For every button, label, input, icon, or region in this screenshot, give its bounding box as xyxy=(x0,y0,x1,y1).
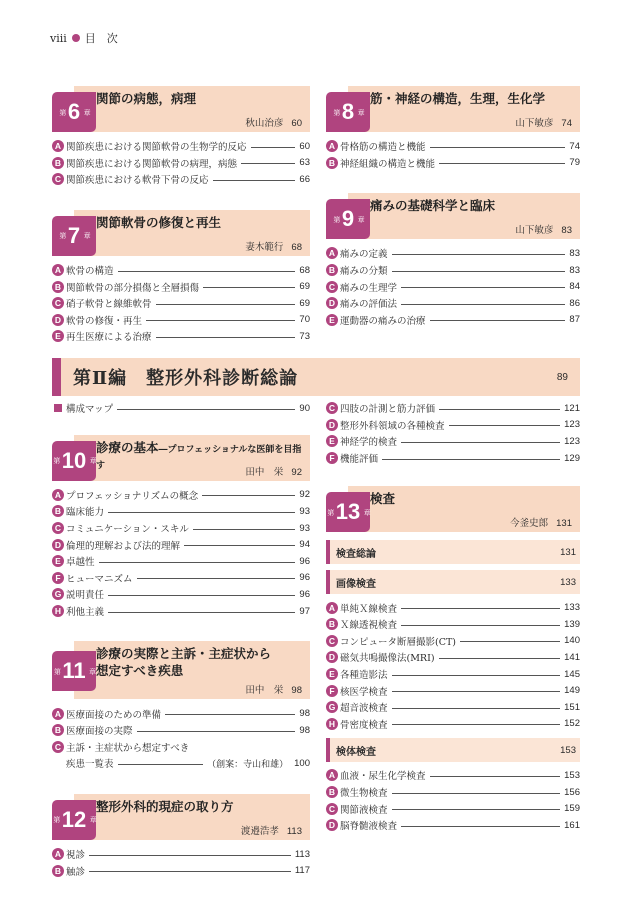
chapter-badge: 第 7 章 xyxy=(52,216,96,256)
chapter-badge: 第 11 章 xyxy=(52,651,96,691)
dot-leader xyxy=(392,271,566,272)
entry-list xyxy=(52,138,310,188)
entry-text: 痛みの分類 xyxy=(340,266,388,278)
entry-page: 60 xyxy=(299,140,310,152)
chapter-badge: 第 10 章 xyxy=(52,441,96,481)
part-page: 89 xyxy=(556,371,568,383)
letter-badge: A xyxy=(52,848,64,860)
list-item[interactable] xyxy=(326,784,580,801)
entry-text: 超音波検査 xyxy=(340,703,388,715)
list-item[interactable] xyxy=(52,846,310,863)
list-item[interactable] xyxy=(326,633,580,650)
list-item[interactable] xyxy=(52,278,310,295)
entry-page: 93 xyxy=(299,505,310,517)
entry-page: 69 xyxy=(299,297,310,309)
letter-badge: G xyxy=(326,701,338,713)
dot-leader xyxy=(202,495,295,496)
entry-text: 臨床能力 xyxy=(66,507,105,519)
list-item[interactable] xyxy=(326,800,580,817)
chapter-title-line1: 診療の実際と主訴・主症状から xyxy=(96,646,272,662)
entry-page: 96 xyxy=(299,555,310,567)
dot-leader xyxy=(137,578,296,579)
list-item[interactable] xyxy=(326,433,580,450)
list-item[interactable] xyxy=(326,400,580,417)
entry-text: 説明責任 xyxy=(66,590,105,602)
chapter-7 xyxy=(52,210,310,345)
chapter-title-line2: 想定すべき疾患 xyxy=(96,662,184,678)
letter-badge: D xyxy=(52,314,64,326)
chapter-header[interactable] xyxy=(348,193,580,239)
dot-leader xyxy=(430,147,566,148)
letter-badge: D xyxy=(326,419,338,431)
entry-page: 63 xyxy=(299,157,310,169)
entry-text: 微生物検査 xyxy=(340,788,388,800)
dot-leader xyxy=(156,304,296,305)
chapter-header[interactable] xyxy=(348,86,580,132)
entry-text: 再生医療による治療 xyxy=(66,332,152,344)
list-item[interactable] xyxy=(52,138,310,155)
entry-text: 核医学検査 xyxy=(340,686,388,698)
chapter-title: 関節軟骨の修復と再生 xyxy=(96,214,222,230)
list-item[interactable] xyxy=(326,278,580,295)
part-stripe xyxy=(52,358,61,396)
chapter-badge: 第 12 章 xyxy=(52,800,96,840)
chapter-author: 山下敏彦 83 xyxy=(515,225,572,237)
letter-badge: E xyxy=(52,555,64,567)
list-item[interactable] xyxy=(326,417,580,434)
letter-badge: F xyxy=(52,572,64,584)
entry-page: 159 xyxy=(564,803,580,815)
entry-text: 痛みの生理学 xyxy=(340,282,398,294)
entry-text: 磁気共鳴撮像法(MRI) xyxy=(340,653,435,665)
entry-text: 関節液検査 xyxy=(340,804,388,816)
letter-badge: B xyxy=(326,786,338,798)
list-item[interactable] xyxy=(326,682,580,699)
entry-page: 83 xyxy=(569,247,580,259)
entry-page: 139 xyxy=(564,618,580,630)
list-item[interactable] xyxy=(326,649,580,666)
entry-page: 66 xyxy=(299,173,310,185)
chapter-header[interactable] xyxy=(74,210,310,256)
list-item[interactable] xyxy=(52,520,310,537)
entry-text: 痛みの定義 xyxy=(340,249,388,261)
list-item[interactable] xyxy=(52,503,310,520)
entry-page: 84 xyxy=(569,281,580,293)
section-header[interactable]: 検体検査 153 xyxy=(326,738,580,762)
chapter-author: 田中 栄 92 xyxy=(245,466,302,478)
list-item[interactable] xyxy=(326,599,580,616)
dot-leader xyxy=(203,287,295,288)
entry-page: 123 xyxy=(564,419,580,431)
list-item[interactable]: B 医療面接の実際 98 xyxy=(52,722,310,739)
dot-leader xyxy=(392,254,566,255)
entry-page: 129 xyxy=(564,452,580,464)
section-header[interactable]: 検査総論 131 xyxy=(326,540,580,564)
dot-leader xyxy=(439,409,560,410)
chapter-11 xyxy=(52,641,310,771)
dot-leader xyxy=(184,545,295,546)
bullet-icon xyxy=(72,34,80,42)
dot-leader xyxy=(118,271,296,272)
entry-page: 96 xyxy=(299,572,310,584)
dot-leader xyxy=(251,147,296,148)
list-item[interactable] xyxy=(326,155,580,172)
letter-badge: D xyxy=(326,819,338,831)
letter-badge: B xyxy=(52,281,64,293)
entry-page: 121 xyxy=(564,402,580,414)
list-item[interactable] xyxy=(52,312,310,329)
list-item[interactable] xyxy=(52,586,310,603)
right-column-top xyxy=(326,86,580,328)
header-title: 目 次 xyxy=(84,32,118,45)
entry-text: コミュニケーション・スキル xyxy=(66,524,189,536)
left-column-top xyxy=(52,86,310,345)
letter-badge: B xyxy=(326,157,338,169)
list-item[interactable] xyxy=(326,295,580,312)
entry-list xyxy=(326,767,580,833)
map-entry[interactable]: 構成マップ 90 xyxy=(52,400,310,417)
right-column-bottom xyxy=(326,400,580,834)
letter-badge: E xyxy=(326,314,338,326)
list-item[interactable] xyxy=(326,262,580,279)
entry-text: 運動器の痛みの治療 xyxy=(340,315,426,327)
letter-badge: A xyxy=(326,140,338,152)
entry-page: 156 xyxy=(564,786,580,798)
entry-text: コンピュータ断層撮影(CT) xyxy=(340,636,457,648)
dot-leader xyxy=(108,612,295,613)
chapter-8 xyxy=(326,86,580,171)
list-item[interactable] xyxy=(52,262,310,279)
entry-text: 四肢の計測と筋力評価 xyxy=(340,404,436,416)
entry-text: 軟骨の構造 xyxy=(66,266,114,278)
section-header[interactable]: 画像検査 133 xyxy=(326,570,580,594)
entry-page: 68 xyxy=(299,264,310,276)
letter-badge: C xyxy=(326,402,338,414)
list-item[interactable] xyxy=(52,536,310,553)
entry-page: 94 xyxy=(299,539,310,551)
chapter-header[interactable] xyxy=(74,794,310,840)
entry-page: 153 xyxy=(564,769,580,781)
list-item[interactable] xyxy=(326,138,580,155)
entry-text: 機能評価 xyxy=(340,454,379,466)
dot-leader xyxy=(401,287,565,288)
chapter-header[interactable] xyxy=(74,86,310,132)
chapter-title: 診療の基本―プロフェッショナルな医師を目指す xyxy=(96,439,302,472)
entry-page: 92 xyxy=(299,489,310,501)
chapter-header[interactable] xyxy=(74,435,310,481)
dot-leader xyxy=(430,320,566,321)
chapter-badge: 第 8 章 xyxy=(326,92,370,132)
chapter-title: 痛みの基礎科学と臨床 xyxy=(370,198,496,214)
letter-badge: A xyxy=(52,489,64,501)
entry-page: 97 xyxy=(299,605,310,617)
letter-badge: C xyxy=(52,173,64,185)
dot-leader xyxy=(392,793,561,794)
chapter-badge: 第 6 章 xyxy=(52,92,96,132)
entry-text: 神経学的検査 xyxy=(340,437,398,449)
entry-page: 87 xyxy=(569,314,580,326)
page-number: viii xyxy=(50,31,67,45)
square-bullet-icon xyxy=(54,404,62,412)
list-item[interactable] xyxy=(326,767,580,784)
entry-list xyxy=(326,138,580,171)
letter-badge: C xyxy=(326,803,338,815)
entry-text: 関節軟骨の部分損傷と全層損傷 xyxy=(66,282,200,294)
entry-text: 整形外科領域の各種検査 xyxy=(340,420,445,432)
list-item[interactable] xyxy=(52,862,310,879)
entry-text: 骨密度検査 xyxy=(340,719,388,731)
part-title: 第Ⅱ編 整形外科診断総論 xyxy=(73,368,299,389)
dot-leader xyxy=(392,675,561,676)
letter-badge: D xyxy=(52,539,64,551)
entry-text: 触診 xyxy=(66,866,86,878)
chapter-title: 筋・神経の構造，生理，生化学 xyxy=(370,91,546,106)
entry-text: 軟骨の修復・再生 xyxy=(66,315,143,327)
entry-text: 関節疾患における関節軟骨の生物学的反応 xyxy=(66,142,247,154)
entry-page: 79 xyxy=(569,157,580,169)
entry-page: 152 xyxy=(564,718,580,730)
list-item[interactable]: C 主訴・主症状から想定すべき xyxy=(52,739,310,756)
page-header xyxy=(50,30,118,46)
chapter-author: 田中 栄 98 xyxy=(245,685,302,697)
entry-page: 151 xyxy=(564,701,580,713)
entry-page: 145 xyxy=(564,668,580,680)
list-item[interactable] xyxy=(326,699,580,716)
chapter-10 xyxy=(52,435,310,620)
entry-text: プロフェッショナリズムの概念 xyxy=(66,490,199,502)
list-item[interactable] xyxy=(326,616,580,633)
letter-badge: D xyxy=(326,297,338,309)
letter-badge: B xyxy=(326,264,338,276)
dot-leader xyxy=(392,691,561,692)
entry-text: ヒューマニズム xyxy=(66,573,133,585)
dot-leader xyxy=(401,608,560,609)
entry-page: 83 xyxy=(569,264,580,276)
entry-text: 痛みの評価法 xyxy=(340,299,398,311)
list-item[interactable] xyxy=(52,487,310,504)
list-item[interactable] xyxy=(52,570,310,587)
letter-badge: C xyxy=(52,297,64,309)
list-item[interactable] xyxy=(52,328,310,345)
chapter-badge: 第 9 章 xyxy=(326,199,370,239)
entry-list xyxy=(52,846,310,879)
dot-leader xyxy=(241,163,295,164)
entry-text: Ｘ線透視検査 xyxy=(340,620,398,632)
dot-leader xyxy=(401,304,565,305)
entry-page: 133 xyxy=(564,602,580,614)
entry-text: 骨格筋の構造と機能 xyxy=(340,142,426,154)
entry-page: 140 xyxy=(564,635,580,647)
entry-text: 卓越性 xyxy=(66,557,95,569)
dot-leader xyxy=(382,459,560,460)
dot-leader xyxy=(146,320,295,321)
letter-badge: A xyxy=(52,264,64,276)
letter-badge: E xyxy=(326,435,338,447)
entry-text: 関節疾患における関節軟骨の病理，病態 xyxy=(66,158,238,170)
dot-leader xyxy=(401,625,560,626)
letter-badge: A xyxy=(326,769,338,781)
entry-page: 74 xyxy=(569,140,580,152)
dot-leader xyxy=(439,163,565,164)
letter-badge: A xyxy=(326,247,338,259)
list-item[interactable] xyxy=(326,716,580,733)
chapter-title: 整形外科的現症の取り方 xyxy=(96,798,234,814)
list-item-continued[interactable]: 疾患一覧表 （創案：寺山和雄） 100 xyxy=(66,757,310,771)
list-item[interactable] xyxy=(52,155,310,172)
letter-badge: H xyxy=(52,605,64,617)
chapter-title: 検査 xyxy=(370,491,396,507)
dot-leader xyxy=(99,562,296,563)
left-column-bottom xyxy=(52,400,310,879)
dot-leader xyxy=(401,826,560,827)
dot-leader xyxy=(193,529,296,530)
entry-text: 硝子軟骨と線維軟骨 xyxy=(66,299,152,311)
chapter-author: 山下敏彦 74 xyxy=(515,118,572,129)
chapter-author: 妻木範行 68 xyxy=(245,241,302,253)
entry-text: 視診 xyxy=(66,850,86,862)
dot-leader xyxy=(213,180,296,181)
entry-list xyxy=(326,599,580,732)
entry-page: 96 xyxy=(299,588,310,600)
chapter-header[interactable] xyxy=(74,641,310,699)
dot-leader xyxy=(89,871,291,872)
entry-text: 単純Ｘ線検査 xyxy=(340,603,398,615)
list-item[interactable] xyxy=(326,817,580,834)
list-item[interactable] xyxy=(52,553,310,570)
list-item[interactable] xyxy=(326,245,580,262)
letter-badge: C xyxy=(326,635,338,647)
entry-text: 利他主義 xyxy=(66,607,105,619)
chapter-12 xyxy=(52,794,310,879)
entry-text: 関節疾患における軟骨下骨の反応 xyxy=(66,175,209,187)
list-item[interactable] xyxy=(326,450,580,467)
letter-badge: B xyxy=(52,865,64,877)
letter-badge: A xyxy=(52,140,64,152)
list-item[interactable]: A 医療面接のための準備 98 xyxy=(52,705,310,722)
chapter-author: 今釜史郎 131 xyxy=(510,518,572,530)
entry-text: 倫理的理解および法的理解 xyxy=(66,540,181,552)
entry-page: 70 xyxy=(299,314,310,326)
dot-leader xyxy=(392,708,561,709)
chapter-13 xyxy=(326,486,580,833)
entry-list-continued xyxy=(326,400,580,466)
dot-leader xyxy=(108,595,295,596)
letter-badge: B xyxy=(52,505,64,517)
entry-page: 149 xyxy=(564,685,580,697)
entry-page: 93 xyxy=(299,522,310,534)
chapter-author: 秋山治彦 60 xyxy=(245,118,302,129)
chapter-6 xyxy=(52,86,310,188)
dot-leader xyxy=(460,641,560,642)
entry-text: 各種造影法 xyxy=(340,670,388,682)
letter-badge: F xyxy=(326,452,338,464)
dot-leader xyxy=(89,855,291,856)
list-item[interactable] xyxy=(52,295,310,312)
dot-leader xyxy=(449,425,561,426)
list-item[interactable] xyxy=(326,312,580,329)
entry-text: 脳脊髄液検査 xyxy=(340,821,398,833)
letter-badge: E xyxy=(326,668,338,680)
chapter-9 xyxy=(326,193,580,328)
entry-page: 141 xyxy=(564,651,580,663)
list-item[interactable] xyxy=(326,666,580,683)
letter-badge: H xyxy=(326,718,338,730)
entry-list xyxy=(52,487,310,620)
dot-leader xyxy=(392,809,561,810)
letter-badge: B xyxy=(326,618,338,630)
letter-badge: D xyxy=(326,651,338,663)
letter-badge: G xyxy=(52,588,64,600)
entry-page: 69 xyxy=(299,281,310,293)
entry-list xyxy=(52,262,310,345)
entry-page: 161 xyxy=(564,819,580,831)
part-header[interactable] xyxy=(52,358,580,396)
letter-badge: C xyxy=(52,522,64,534)
chapter-header[interactable] xyxy=(348,486,580,532)
entry-page: 86 xyxy=(569,297,580,309)
entry-text: 神経組織の構造と機能 xyxy=(340,158,436,170)
chapter-badge: 第 13 章 xyxy=(326,492,370,532)
dot-leader xyxy=(156,337,296,338)
letter-badge: F xyxy=(326,685,338,697)
entry-page: 123 xyxy=(564,435,580,447)
list-item[interactable] xyxy=(52,603,310,620)
chapter-author: 渡邉浩孝 113 xyxy=(240,825,302,837)
letter-badge: C xyxy=(326,281,338,293)
letter-badge: B xyxy=(52,157,64,169)
list-item[interactable] xyxy=(52,171,310,188)
entry-page: 113 xyxy=(294,848,310,860)
dot-leader xyxy=(401,442,560,443)
letter-badge: A xyxy=(326,602,338,614)
letter-badge: E xyxy=(52,330,64,342)
entry-page: 117 xyxy=(294,865,310,877)
entry-text: 血液・尿生化学検査 xyxy=(340,771,426,783)
entry-list xyxy=(52,705,310,771)
dot-leader xyxy=(108,512,295,513)
entry-list xyxy=(326,245,580,328)
chapter-title: 関節の病態，病理 xyxy=(96,91,197,106)
entry-page: 73 xyxy=(299,330,310,342)
dot-leader xyxy=(439,658,561,659)
dot-leader xyxy=(392,724,561,725)
dot-leader xyxy=(430,776,561,777)
